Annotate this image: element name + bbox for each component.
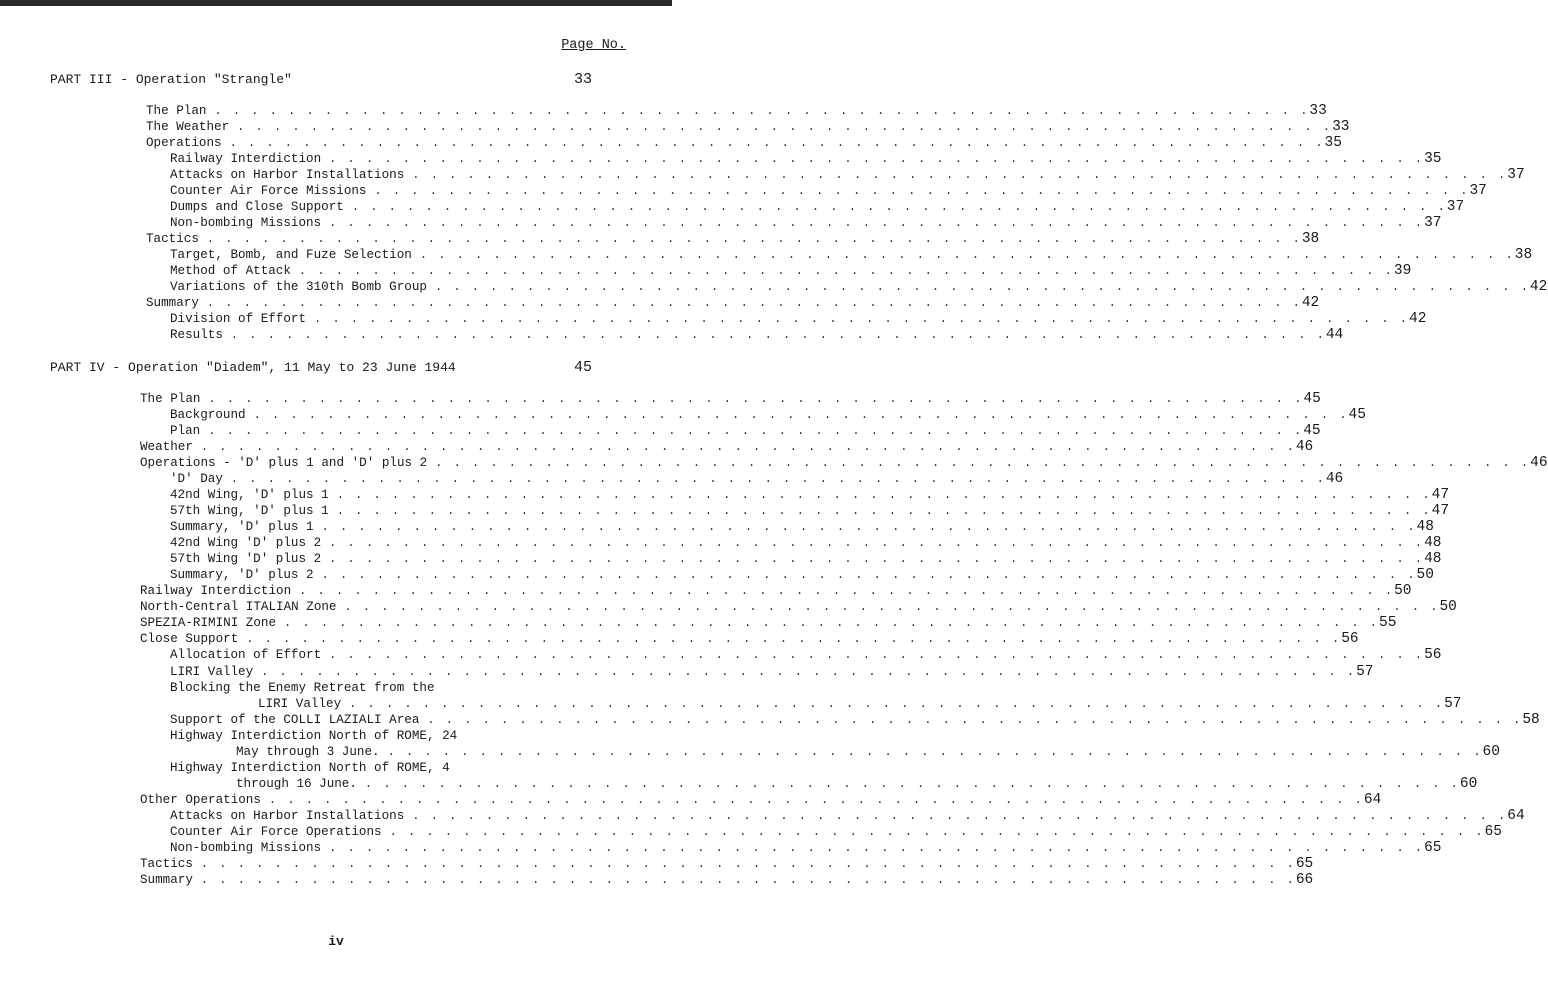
toc-entry: [140, 631, 1359, 648]
toc-entry-page: 57: [1356, 663, 1374, 680]
toc-entry-label: Weather: [140, 440, 193, 455]
toc-entry-page: 45: [1303, 423, 1321, 440]
toc-entry-label: Operations - 'D' plus 1 and 'D' plus 2: [140, 456, 428, 471]
toc-entry: [170, 823, 1502, 840]
toc-entry-page: 60: [1482, 743, 1500, 760]
toc-entry-page: 39: [1393, 263, 1412, 279]
dot-leader: . . . . . . . . . . . . . . . . . . . . . . . . . . . . . . . . . . . . . . . . . . . . . . . . . . . . . . . . . . . .: [299, 584, 1395, 599]
toc-entry-label: Counter Air Force Missions: [170, 184, 367, 198]
toc-entry-label: Method of Attack: [170, 264, 291, 278]
toc-entry: [140, 615, 1397, 632]
part-page-number: 45: [573, 359, 592, 376]
dot-leader: . . . . . . . . . . . . . . . . . . . . . . . . . . . . . . . . . . . . . . . . . . . . . . . . . . . . . . . . . . . .: [389, 824, 1485, 839]
toc-entry: [140, 583, 1412, 600]
toc-entry: [146, 231, 1320, 247]
toc-entry-label: Results: [170, 328, 223, 342]
part-title: PART III - Operation "Strangle": [50, 72, 292, 87]
dot-leader: . . . . . . . . . . . . . . . . . . . . . . . . . . . . . . . . . . . . . . . . . . . . . . . . . . . . . . . . . . . .: [412, 808, 1508, 823]
toc-entry-page: 66: [1295, 871, 1314, 888]
toc-entry: [170, 311, 1427, 327]
toc-entry: [170, 680, 592, 696]
top-border-bar: [0, 0, 672, 6]
toc-entry: [170, 471, 1344, 488]
toc-entry-page: 50: [1416, 567, 1434, 584]
dot-leader: . . . . . . . . . . . . . . . . . . . . . . . . . . . . . . . . . . . . . . . . . . . . . . . . . . . . . . . . . . . .: [412, 168, 1508, 182]
toc-entry-page: 45: [1303, 391, 1321, 407]
toc-entry-page: 45: [1348, 407, 1366, 424]
page-no-header: Page No.: [561, 38, 626, 53]
toc-entry-label: through 16 June.: [236, 776, 357, 791]
toc-entry: [140, 855, 1314, 872]
toc-entry-page: 37: [1469, 183, 1487, 199]
dot-leader: . . . . . . . . . . . . . . . . . . . . . . . . . . . . . . . . . . . . . . . . . . . . . . . . . . . . . . . . . . . .: [321, 568, 1417, 583]
toc-entry: [170, 807, 1525, 824]
toc-entry: [170, 760, 592, 776]
toc-entry-label: Attacks on Harbor Installations: [170, 168, 405, 182]
toc-entry: [170, 407, 1366, 424]
toc-entry-label: Division of Effort: [170, 312, 307, 326]
dot-leader: . . . . . . . . . . . . . . . . . . . . . . . . . . . . . . . . . . . . . . . . . . . . . . . . . . . . . . . . . . . .: [329, 648, 1425, 663]
toc-entry-label: Variations of the 310th Bomb Group: [170, 280, 427, 294]
toc-entry-page: 47: [1431, 503, 1450, 520]
dot-leader: . . . . . . . . . . . . . . . . . . . . . . . . . . . . . . . . . . . . . . . . . . . . . . . . . . . . . . . . . . . .: [435, 456, 1531, 471]
toc-entry: [170, 839, 1442, 856]
toc-entry-page: 57: [1444, 695, 1462, 712]
toc-entry: [140, 391, 1321, 407]
toc-entry-page: 42: [1529, 279, 1548, 295]
toc-entry: [170, 327, 1344, 343]
toc-entry: [170, 215, 1442, 231]
toc-entry-page: 46: [1325, 471, 1344, 488]
toc-entry-label: Operations: [146, 136, 222, 150]
toc-entry-label: Highway Interdiction North of ROME, 4: [170, 760, 450, 775]
dot-leader: . . . . . . . . . . . . . . . . . . . . . . . . . . . . . . . . . . . . . . . . . . . . . . . . . . . . . . . . . . . .: [336, 504, 1432, 519]
dot-leader: . . . . . . . . . . . . . . . . . . . . . . . . . . . . . . . . . . . . . . . . . . . . . . . . . . . . . . . . . . . .: [268, 792, 1364, 807]
toc-entry-label: Close Support: [140, 632, 239, 647]
toc-entry-label: LIRI Valley: [258, 696, 342, 711]
dot-leader: . . . . . . . . . . . . . . . . . . . . . . . . . . . . . . . . . . . . . . . . . . . . . . . . . . . . . . . . . . . .: [206, 232, 1302, 246]
toc-entry-label: LIRI Valley: [170, 664, 254, 679]
dot-leader: . . . . . . . . . . . . . . . . . . . . . . . . . . . . . . . . . . . . . . . . . . . . . . . . . . . . . . . . . . . .: [246, 632, 1342, 647]
toc-entry-page: 37: [1507, 167, 1525, 183]
dot-leader: . . . . . . . . . . . . . . . . . . . . . . . . . . . . . . . . . . . . . . . . . . . . . . . . . . . . . . . . . . . .: [229, 136, 1325, 150]
toc-entry: [170, 663, 1374, 680]
dot-leader: . . . . . . . . . . . . . . . . . . . . . . . . . . . . . . . . . . . . . . . . . . . . . . . . . . . . . . . . . . . .: [329, 552, 1425, 567]
toc-entry-page: 48: [1416, 519, 1434, 536]
toc-entry-page: 42: [1301, 295, 1320, 311]
toc-entry: [140, 871, 1314, 888]
toc-entry: [140, 439, 1314, 456]
toc-entry: [146, 119, 1350, 135]
toc-entry-page: 64: [1363, 791, 1382, 808]
toc-entry-page: 48: [1424, 535, 1442, 552]
toc-entry-page: 55: [1379, 615, 1397, 632]
dot-leader: . . . . . . . . . . . . . . . . . . . . . . . . . . . . . . . . . . . . . . . . . . . . . . . . . . . . . . . . . . . .: [298, 264, 1394, 278]
toc-entry-label: 'D' Day: [170, 472, 223, 487]
toc-entry: [146, 135, 1342, 151]
toc-entry-page: 50: [1394, 583, 1412, 600]
dot-leader: . . . . . . . . . . . . . . . . . . . . . . . . . . . . . . . . . . . . . . . . . . . . . . . . . . . . . . . . . . . .: [261, 664, 1357, 679]
toc-entry-page: 64: [1507, 807, 1525, 824]
dot-leader: . . . . . . . . . . . . . . . . . . . . . . . . . . . . . . . . . . . . . . . . . . . . . . . . . . . . . . . . . . . .: [329, 216, 1425, 230]
toc-entry-label: The Plan: [140, 392, 201, 406]
toc-entry-label: Railway Interdiction: [170, 152, 322, 166]
toc-entry-label: Tactics: [140, 856, 193, 871]
toc-entry-page: 50: [1439, 599, 1457, 616]
dot-leader: . . . . . . . . . . . . . . . . . . . . . . . . . . . . . . . . . . . . . . . . . . . . . . . . . . . . . . . . . . . .: [336, 488, 1432, 503]
dot-leader: . . . . . . . . . . . . . . . . . . . . . . . . . . . . . . . . . . . . . . . . . . . . . . . . . . . . . . . . . . . .: [208, 392, 1304, 406]
toc-entry-label: Background: [170, 408, 246, 423]
toc-entry-label: 57th Wing 'D' plus 2: [170, 552, 322, 567]
toc-entry-label: Tactics: [146, 232, 199, 246]
toc-entry-label: Plan: [170, 424, 201, 439]
toc-entry-page: 42: [1409, 311, 1427, 327]
toc-entry: [170, 535, 1442, 552]
toc-entry-page: 44: [1325, 327, 1344, 343]
toc-entry-page: 35: [1324, 135, 1342, 151]
toc-entry-label: Summary: [146, 296, 199, 310]
toc-entry-label: Non-bombing Missions: [170, 216, 322, 230]
toc-entry: [170, 519, 1434, 536]
toc-entry: [170, 647, 1442, 664]
dot-leader: . . . . . . . . . . . . . . . . . . . . . . . . . . . . . . . . . . . . . . . . . . . . . . . . . . . . . . . . . . . .: [321, 520, 1417, 535]
toc-entry-page: 37: [1446, 199, 1465, 215]
toc-entry: [140, 791, 1382, 808]
toc-entry-label: North-Central ITALIAN Zone: [140, 600, 337, 615]
toc-entry-page: 48: [1424, 551, 1442, 568]
toc-entry-label: Summary, 'D' plus 1: [170, 520, 314, 535]
toc-entry: [170, 151, 1442, 167]
toc-entry: [170, 711, 1540, 728]
toc-entry-page: 56: [1341, 631, 1359, 648]
toc-entry: [236, 775, 1478, 792]
dot-leader: . . . . . . . . . . . . . . . . . . . . . . . . . . . . . . . . . . . . . . . . . . . . . . . . . . . . . . . . . . . .: [351, 200, 1447, 214]
toc-entry-page: 46: [1530, 455, 1548, 472]
toc-entry-page: 65: [1424, 839, 1442, 856]
dot-leader: . . . . . . . . . . . . . . . . . . . . . . . . . . . . . . . . . . . . . . . . . . . . . . . . . . . . . . . . . . . .: [427, 712, 1523, 727]
toc-entry: [170, 487, 1450, 504]
dot-leader: . . . . . . . . . . . . . . . . . . . . . . . . . . . . . . . . . . . . . . . . . . . . . . . . . . . . . . . . . . . .: [387, 744, 1483, 759]
toc-entry: [170, 503, 1450, 520]
toc-entry-page: 58: [1522, 711, 1540, 728]
dot-leader: . . . . . . . . . . . . . . . . . . . . . . . . . . . . . . . . . . . . . . . . . . . . . . . . . . . . . . . . . . . .: [329, 536, 1425, 551]
toc-entry-page: 60: [1459, 775, 1478, 792]
dot-leader: . . . . . . . . . . . . . . . . . . . . . . . . . . . . . . . . . . . . . . . . . . . . . . . . . . . . . . . . . . . .: [364, 776, 1460, 791]
toc-entry: [170, 551, 1442, 568]
dot-leader: . . . . . . . . . . . . . . . . . . . . . . . . . . . . . . . . . . . . . . . . . . . . . . . . . . . . . . . . . . . .: [314, 312, 1409, 326]
toc-entry-label: Summary: [140, 872, 193, 887]
toc-entry-label: 42nd Wing 'D' plus 2: [170, 536, 322, 551]
part-page-number: 33: [573, 71, 592, 88]
toc-entry-label: The Plan: [146, 104, 207, 118]
dot-leader: . . . . . . . . . . . . . . . . . . . . . . . . . . . . . . . . . . . . . . . . . . . . . . . . . . . . . . . . . . . .: [230, 328, 1326, 342]
dot-leader: . . . . . . . . . . . . . . . . . . . . . . . . . . . . . . . . . . . . . . . . . . . . . . . . . . . . . . . . . . . .: [419, 248, 1515, 262]
toc-entry-label: Railway Interdiction: [140, 584, 292, 599]
dot-leader: . . . . . . . . . . . . . . . . . . . . . . . . . . . . . . . . . . . . . . . . . . . . . . . . . . . . . . . . . . . .: [284, 616, 1379, 631]
toc-entry-label: Support of the COLLI LAZIALI Area: [170, 712, 420, 727]
toc-entry-label: Dumps and Close Support: [170, 200, 344, 214]
dot-leader: . . . . . . . . . . . . . . . . . . . . . . . . . . . . . . . . . . . . . . . . . . . . . . . . . . . . . . . . . . . .: [206, 296, 1302, 310]
toc-entry: [146, 103, 1327, 119]
toc-entry-label: Attacks on Harbor Installations: [170, 808, 405, 823]
toc-entry: [140, 455, 1548, 472]
toc-entry: [258, 695, 1462, 712]
toc-entry-page: 65: [1295, 855, 1314, 872]
dot-leader: . . . . . . . . . . . . . . . . . . . . . . . . . . . . . . . . . . . . . . . . . . . . . . . . . . . . . . . . . . . .: [253, 408, 1349, 423]
toc-entry-page: 37: [1424, 215, 1442, 231]
dot-leader: . . . . . . . . . . . . . . . . . . . . . . . . . . . . . . . . . . . . . . . . . . . . . . . . . . . . . . . . . . . .: [374, 184, 1470, 198]
toc-entry-page: 65: [1484, 823, 1502, 840]
toc-entry-page: 56: [1424, 647, 1442, 664]
toc-entry-label: Summary, 'D' plus 2: [170, 568, 314, 583]
part-title: PART IV - Operation "Diadem", 11 May to 23 June 1944: [50, 360, 456, 375]
toc-entry: [170, 199, 1465, 215]
toc-entry-page: 47: [1431, 487, 1450, 504]
toc-entry-label: Highway Interdiction North of ROME, 24: [170, 728, 458, 743]
toc-entry: [170, 567, 1434, 584]
toc-entry: [140, 599, 1457, 616]
toc-entry-label: Target, Bomb, and Fuze Selection: [170, 248, 412, 262]
toc-entry-label: Counter Air Force Operations: [170, 824, 382, 839]
dot-leader: . . . . . . . . . . . . . . . . . . . . . . . . . . . . . . . . . . . . . . . . . . . . . . . . . . . . . . . . . . . .: [208, 424, 1304, 439]
toc-entry-page: 38: [1514, 247, 1533, 263]
dot-leader: . . . . . . . . . . . . . . . . . . . . . . . . . . . . . . . . . . . . . . . . . . . . . . . . . . . . . . . . . . . .: [434, 280, 1530, 294]
toc-entry-label: May through 3 June.: [236, 744, 380, 759]
toc-entry: [170, 728, 592, 744]
toc-entry: [170, 183, 1487, 199]
dot-leader: . . . . . . . . . . . . . . . . . . . . . . . . . . . . . . . . . . . . . . . . . . . . . . . . . . . . . . . . . . . .: [329, 840, 1425, 855]
dot-leader: . . . . . . . . . . . . . . . . . . . . . . . . . . . . . . . . . . . . . . . . . . . . . . . . . . . . . . . . . . . .: [214, 104, 1310, 118]
dot-leader: . . . . . . . . . . . . . . . . . . . . . . . . . . . . . . . . . . . . . . . . . . . . . . . . . . . . . . . . . . . .: [237, 120, 1333, 134]
toc-entry-label: Non-bombing Missions: [170, 840, 322, 855]
toc-entry: [236, 743, 1500, 760]
dot-leader: . . . . . . . . . . . . . . . . . . . . . . . . . . . . . . . . . . . . . . . . . . . . . . . . . . . . . . . . . . . .: [200, 440, 1296, 455]
toc-entry: [170, 263, 1412, 279]
dot-leader: . . . . . . . . . . . . . . . . . . . . . . . . . . . . . . . . . . . . . . . . . . . . . . . . . . . . . . . . . . . .: [329, 152, 1425, 166]
toc-entry: [170, 423, 1321, 440]
toc-entry-page: 33: [1309, 103, 1327, 119]
toc-entry-label: 42nd Wing, 'D' plus 1: [170, 488, 329, 503]
toc-entry: [146, 295, 1320, 311]
toc-entry-page: 33: [1332, 119, 1350, 135]
toc-entry-page: 38: [1301, 231, 1320, 247]
toc-entry-label: Allocation of Effort: [170, 648, 322, 663]
toc-entry-label: SPEZIA-RIMINI Zone: [140, 616, 277, 631]
toc-entry-page: 46: [1295, 439, 1314, 456]
toc-entry-label: Other Operations: [140, 792, 261, 807]
dot-leader: . . . . . . . . . . . . . . . . . . . . . . . . . . . . . . . . . . . . . . . . . . . . . . . . . . . . . . . . . . . .: [344, 600, 1440, 615]
toc-entry: [170, 167, 1525, 183]
toc-entry-page: 35: [1424, 151, 1442, 167]
dot-leader: . . . . . . . . . . . . . . . . . . . . . . . . . . . . . . . . . . . . . . . . . . . . . . . . . . . . . . . . . . . .: [200, 856, 1296, 871]
page-number-footer: iv: [328, 934, 344, 949]
dot-leader: . . . . . . . . . . . . . . . . . . . . . . . . . . . . . . . . . . . . . . . . . . . . . . . . . . . . . . . . . . . .: [230, 472, 1326, 487]
dot-leader: . . . . . . . . . . . . . . . . . . . . . . . . . . . . . . . . . . . . . . . . . . . . . . . . . . . . . . . . . . . .: [349, 696, 1445, 711]
toc-entry-label: The Weather: [146, 120, 230, 134]
dot-leader: . . . . . . . . . . . . . . . . . . . . . . . . . . . . . . . . . . . . . . . . . . . . . . . . . . . . . . . . . . . .: [200, 872, 1296, 887]
toc-entry-label: Blocking the Enemy Retreat from the: [170, 680, 435, 695]
toc-entry-label: 57th Wing, 'D' plus 1: [170, 504, 329, 519]
toc-entry: [170, 279, 1548, 295]
toc-entry: [170, 247, 1533, 263]
